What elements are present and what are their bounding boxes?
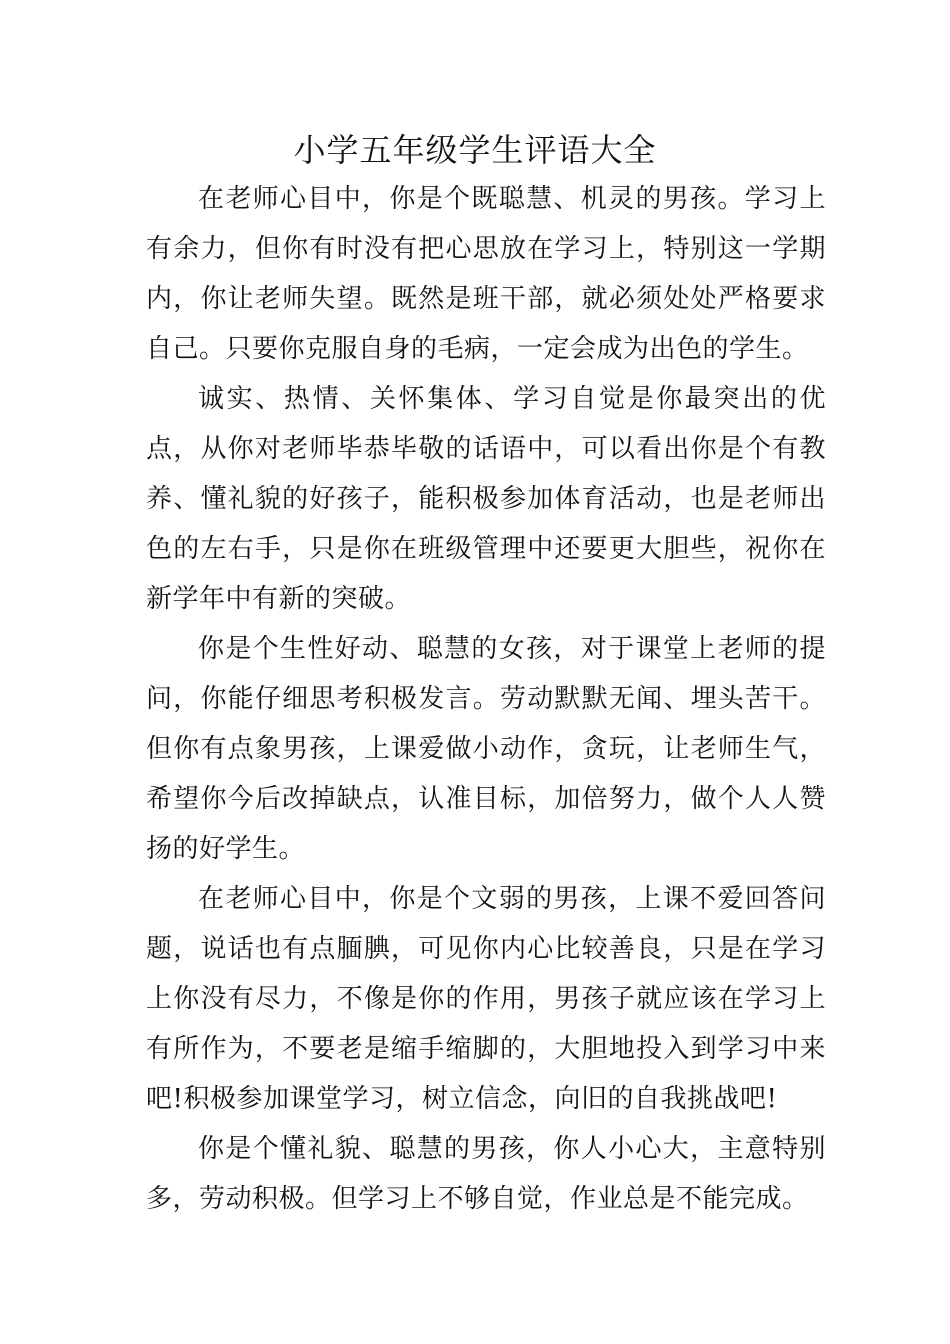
document-body	[146, 174, 826, 1224]
paragraph-4: 在老师心目中，你是个文弱的男孩，上课不爱回答问题，说话也有点腼腆，可见你内心比较善良，只是在学习上你没有尽力，不像是你的作用，男孩子就应该在学习上有所作为，不要老是缩手缩脚的，大胆地投入到学习中来吧!积极参加课堂学习，树立信念，向旧的自我挑战吧!	[146, 884, 826, 1114]
document-title: 小学五年级学生评语大全	[293, 131, 657, 169]
paragraph-1: 在老师心目中，你是个既聪慧、机灵的男孩。学习上有余力，但你有时没有把心思放在学习上，特别这一学期内，你让老师失望。既然是班干部，就必须处处严格要求自己。只要你克服自身的毛病，一定会成为出色的学生。	[146, 184, 826, 364]
paragraph-5: 你是个懂礼貌、聪慧的男孩，你人小心大，主意特别多，劳动积极。但学习上不够自觉，作业总是不能完成。	[146, 1134, 826, 1214]
paragraph-2: 诚实、热情、关怀集体、学习自觉是你最突出的优点，从你对老师毕恭毕敬的话语中，可以看出你是个有教养、懂礼貌的好孩子，能积极参加体育活动，也是老师出色的左右手，只是你在班级管理中还要更大胆些，祝你在新学年中有新的突破。	[146, 384, 826, 614]
paragraph-3: 你是个生性好动、聪慧的女孩，对于课堂上老师的提问，你能仔细思考积极发言。劳动默默无闻、埋头苦干。但你有点象男孩，上课爱做小动作，贪玩，让老师生气，希望你今后改掉缺点，认准目标，加倍努力，做个人人赞扬的好学生。	[146, 634, 826, 864]
